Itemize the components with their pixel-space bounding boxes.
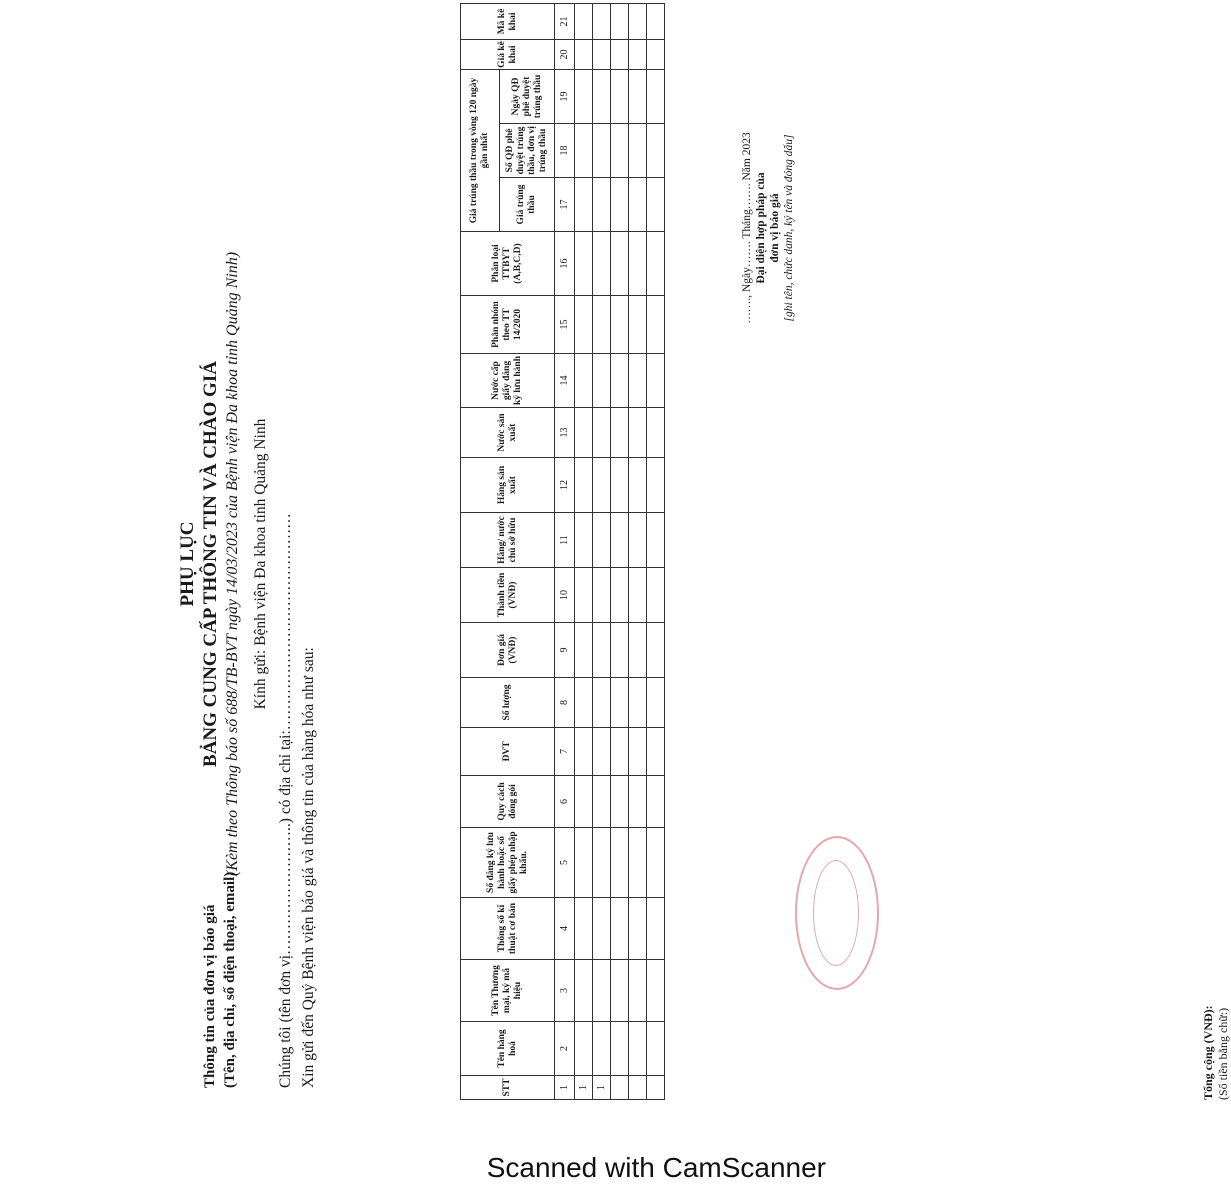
table-cell bbox=[629, 728, 647, 776]
table-cell bbox=[647, 354, 665, 408]
table-row bbox=[575, 3, 593, 1099]
row-stt-cell: 1 bbox=[575, 1076, 593, 1100]
table-cell bbox=[575, 3, 593, 39]
subcol-ngay-qd: Ngày QĐ phê duyệt trúng thầu bbox=[500, 69, 555, 123]
table-cell bbox=[593, 3, 611, 39]
table-cell bbox=[593, 178, 611, 232]
col-number: 9 bbox=[555, 623, 575, 678]
table-cell bbox=[593, 458, 611, 513]
table-cell bbox=[647, 296, 665, 354]
table-cell bbox=[611, 354, 629, 408]
total-in-words-label: (Số tiền bằng chữ:) bbox=[1216, 1007, 1230, 1100]
col-gia-ke-khai: Giá kê khai bbox=[461, 39, 555, 69]
table-cell bbox=[575, 828, 593, 898]
table-cell bbox=[575, 408, 593, 458]
table-cell bbox=[611, 1022, 629, 1076]
table-cell bbox=[629, 458, 647, 513]
table-cell bbox=[647, 3, 665, 39]
table-cell bbox=[647, 39, 665, 69]
table-cell bbox=[611, 3, 629, 39]
col-number: 15 bbox=[555, 296, 575, 354]
table-cell bbox=[593, 728, 611, 776]
table-cell bbox=[593, 960, 611, 1022]
table-cell bbox=[647, 960, 665, 1022]
table-cell bbox=[629, 623, 647, 678]
col-number: 20 bbox=[555, 39, 575, 69]
col-ma-ke-khai: Mã kê khai bbox=[461, 3, 555, 39]
red-seal-inner-ring bbox=[813, 860, 859, 966]
table-row bbox=[629, 3, 647, 1099]
table-cell bbox=[593, 776, 611, 828]
table-cell bbox=[593, 568, 611, 623]
table-cell bbox=[629, 568, 647, 623]
col-number: 6 bbox=[555, 776, 575, 828]
table-cell bbox=[647, 623, 665, 678]
table-cell bbox=[647, 678, 665, 728]
table-cell bbox=[593, 513, 611, 568]
appendix-label: PHỤ LỤC bbox=[177, 521, 198, 607]
table-cell bbox=[611, 623, 629, 678]
table-cell bbox=[593, 296, 611, 354]
table-cell bbox=[629, 124, 647, 178]
company-address-line: Chúng tôi (tên đơn vị……………………..) có địa chỉ tại:…………………………………… bbox=[277, 513, 294, 1088]
col-number: 11 bbox=[555, 513, 575, 568]
table-cell bbox=[629, 960, 647, 1022]
table-cell bbox=[593, 354, 611, 408]
recipient-line: Kính gửi: Bệnh viện Đa khoa tỉnh Quảng Ninh bbox=[252, 418, 269, 710]
table-cell bbox=[593, 828, 611, 898]
col-gia-trung-thau-group: Giá trúng thầu trong vòng 120 ngày gần nhất bbox=[461, 69, 500, 231]
table-cell bbox=[575, 678, 593, 728]
col-dvt: ĐVT bbox=[461, 728, 555, 776]
table-cell bbox=[647, 124, 665, 178]
col-nuoc-cap-giay: Nước cấp giấy đăng ký lưu hành bbox=[461, 354, 555, 408]
col-number: 18 bbox=[555, 124, 575, 178]
document-title: BẢNG CUNG CẤP THÔNG TIN VÀ CHÀO GIÁ bbox=[200, 361, 221, 767]
table-cell bbox=[629, 678, 647, 728]
table-cell bbox=[629, 776, 647, 828]
table-cell bbox=[647, 513, 665, 568]
signature-rep-line-2: đơn vị báo giá bbox=[769, 193, 781, 263]
col-ten-hang-hoa: Tên hàng hoá bbox=[461, 1022, 555, 1076]
red-seal-stamp bbox=[795, 836, 879, 990]
unit-info-heading: Thông tin của đơn vị báo giá bbox=[202, 904, 218, 1088]
col-hang-san-xuat: Hãng sản xuất bbox=[461, 458, 555, 513]
signature-rep-line-1: Đại diện hợp pháp của bbox=[755, 172, 767, 284]
table-cell bbox=[611, 178, 629, 232]
col-stt: STT bbox=[461, 1076, 555, 1100]
document-subtitle: (Kèm theo Thông báo số 688/TB-BVT ngày 14/03/2023 của Bệnh viện Đa khoa tỉnh Quảng Ninh) bbox=[224, 251, 241, 877]
col-phan-nhom: Phân nhóm theo TT 14/2020 bbox=[461, 296, 555, 354]
table-cell bbox=[593, 678, 611, 728]
col-number: 2 bbox=[555, 1022, 575, 1076]
table-cell bbox=[629, 39, 647, 69]
col-thanh-tien: Thành tiền (VNĐ) bbox=[461, 568, 555, 623]
col-number: 8 bbox=[555, 678, 575, 728]
table-cell bbox=[593, 1022, 611, 1076]
table-cell bbox=[629, 513, 647, 568]
signature-date: ……., Ngày……. Tháng……. Năm 2023 bbox=[741, 132, 753, 324]
col-quy-cach: Quy cách đóng gói bbox=[461, 776, 555, 828]
table-body bbox=[575, 3, 665, 1099]
table-cell bbox=[611, 69, 629, 123]
col-number: 1 bbox=[555, 1076, 575, 1100]
camscanner-footer bbox=[0, 1128, 848, 1200]
table-cell bbox=[611, 898, 629, 960]
col-number: 3 bbox=[555, 960, 575, 1022]
table-cell bbox=[647, 458, 665, 513]
table-cell bbox=[575, 898, 593, 960]
table-cell bbox=[611, 232, 629, 296]
col-number: 14 bbox=[555, 354, 575, 408]
table-cell bbox=[647, 408, 665, 458]
col-so-luong: Số lượng bbox=[461, 678, 555, 728]
col-phan-loai: Phân loại TTBYT (A,B,C,D) bbox=[461, 232, 555, 296]
table-cell bbox=[575, 960, 593, 1022]
col-ten-thuong-mai: Tên Thương mại, ký mã hiệu bbox=[461, 960, 555, 1022]
col-number: 5 bbox=[555, 828, 575, 898]
col-number: 21 bbox=[555, 3, 575, 39]
table-cell bbox=[647, 568, 665, 623]
table-cell bbox=[647, 1022, 665, 1076]
row-stt-cell: 1 bbox=[593, 1076, 611, 1100]
col-nuoc-san-xuat: Nước sản xuất bbox=[461, 408, 555, 458]
table-cell bbox=[593, 39, 611, 69]
table-cell bbox=[629, 898, 647, 960]
table-cell bbox=[575, 39, 593, 69]
row-stt-cell bbox=[611, 1076, 629, 1100]
col-so-dang-ky: Số đăng ký lưu hành hoặc số giấy phép nhập khẩu. bbox=[461, 828, 555, 898]
table-cell bbox=[629, 828, 647, 898]
table-cell bbox=[575, 728, 593, 776]
col-number: 12 bbox=[555, 458, 575, 513]
table-cell bbox=[629, 408, 647, 458]
subcol-so-qd: Số QĐ phê duyệt trúng thầu, đơn vị trúng thầu bbox=[500, 124, 555, 178]
table-cell bbox=[611, 678, 629, 728]
table-cell bbox=[575, 69, 593, 123]
col-number: 13 bbox=[555, 408, 575, 458]
camscanner-watermark: Scanned with CamScanner bbox=[486, 1152, 826, 1183]
table-row bbox=[647, 3, 665, 1099]
table-cell bbox=[647, 898, 665, 960]
row-stt-cell bbox=[647, 1076, 665, 1100]
table-cell bbox=[575, 232, 593, 296]
table-cell bbox=[611, 513, 629, 568]
col-number: 17 bbox=[555, 178, 575, 232]
table-cell bbox=[611, 39, 629, 69]
table-cell bbox=[629, 178, 647, 232]
table-row bbox=[593, 3, 611, 1099]
col-thong-so: Thông số kĩ thuật cơ bản bbox=[461, 898, 555, 960]
header-row bbox=[461, 3, 500, 1099]
table-cell bbox=[647, 178, 665, 232]
column-number-row bbox=[555, 3, 575, 1099]
table-cell bbox=[575, 296, 593, 354]
col-number: 10 bbox=[555, 568, 575, 623]
rotated-document bbox=[140, 0, 1230, 1128]
table-cell bbox=[611, 408, 629, 458]
table-cell bbox=[611, 776, 629, 828]
table-cell bbox=[611, 458, 629, 513]
table-cell bbox=[575, 1022, 593, 1076]
table-cell bbox=[647, 232, 665, 296]
table-cell bbox=[593, 623, 611, 678]
table-cell bbox=[629, 1022, 647, 1076]
signature-note: [ghi tên, chức danh, ký tên và đóng dấu] bbox=[783, 134, 795, 322]
table-cell bbox=[611, 960, 629, 1022]
col-number: 16 bbox=[555, 232, 575, 296]
table-cell bbox=[629, 69, 647, 123]
table-cell bbox=[611, 296, 629, 354]
table-cell bbox=[629, 232, 647, 296]
table-cell bbox=[647, 728, 665, 776]
table-cell bbox=[575, 124, 593, 178]
total-label: Tổng cộng (VNĐ): bbox=[1201, 1005, 1215, 1100]
intro-line: Xin gửi đến Quý Bệnh viện báo giá và thông tin của hàng hóa như sau: bbox=[300, 647, 317, 1088]
table-cell bbox=[611, 568, 629, 623]
table-cell bbox=[593, 898, 611, 960]
col-number: 19 bbox=[555, 69, 575, 123]
table-cell bbox=[593, 124, 611, 178]
col-hang-nuoc-chu-so-huu: Hãng/ nước chủ sở hữu bbox=[461, 513, 555, 568]
signature-block bbox=[740, 88, 796, 368]
table-cell bbox=[629, 3, 647, 39]
table-cell bbox=[611, 728, 629, 776]
table-cell bbox=[647, 69, 665, 123]
table-cell bbox=[629, 296, 647, 354]
table-cell bbox=[575, 513, 593, 568]
table-cell bbox=[611, 124, 629, 178]
quotation-table bbox=[460, 3, 665, 1100]
table-cell bbox=[647, 776, 665, 828]
table-cell bbox=[575, 458, 593, 513]
table-row bbox=[611, 3, 629, 1099]
col-number: 7 bbox=[555, 728, 575, 776]
table-cell bbox=[593, 69, 611, 123]
table-cell bbox=[575, 623, 593, 678]
table-cell bbox=[611, 828, 629, 898]
table-cell bbox=[629, 354, 647, 408]
table-cell bbox=[575, 776, 593, 828]
table-cell bbox=[593, 408, 611, 458]
table-cell bbox=[575, 178, 593, 232]
unit-info-details: (Tên, địa chỉ, số điện thoại, email) bbox=[222, 871, 238, 1088]
table-cell bbox=[593, 232, 611, 296]
col-number: 4 bbox=[555, 898, 575, 960]
subcol-gia-trung-thau: Giá trúng thầu bbox=[500, 178, 555, 232]
col-don-gia: Đơn giá (VNĐ) bbox=[461, 623, 555, 678]
table-cell bbox=[647, 828, 665, 898]
table-cell bbox=[575, 568, 593, 623]
row-stt-cell bbox=[629, 1076, 647, 1100]
table-cell bbox=[575, 354, 593, 408]
